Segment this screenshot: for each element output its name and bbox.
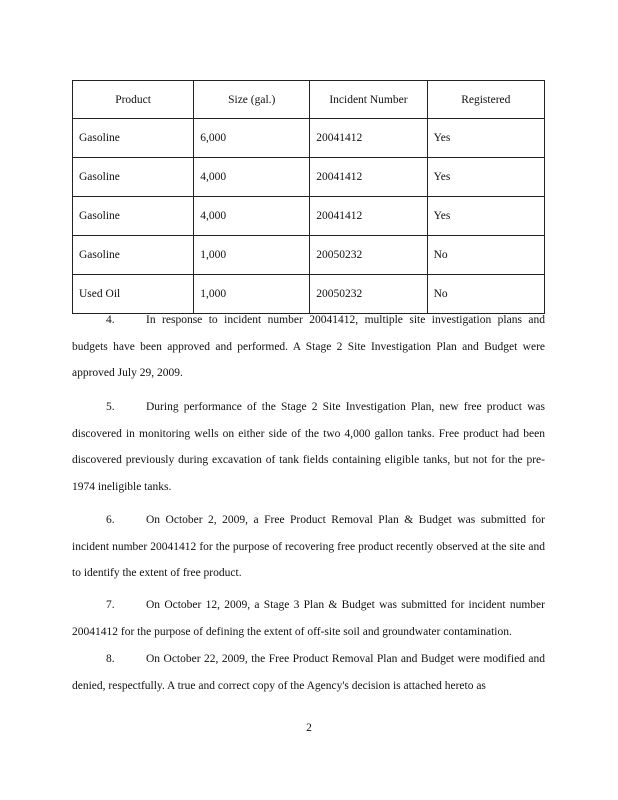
cell-registered: Yes [427, 158, 544, 197]
cell-registered: Yes [427, 119, 544, 158]
paragraph-number: 7. [106, 599, 115, 611]
header-product: Product [73, 81, 194, 119]
header-size: Size (gal.) [194, 81, 310, 119]
paragraph-5 [72, 394, 545, 500]
cell-size: 1,000 [194, 275, 310, 314]
cell-incident-number: 20041412 [310, 158, 427, 197]
cell-registered: Yes [427, 197, 544, 236]
table-header-row [73, 81, 545, 119]
paragraph-text: On October 12, 2009, a Stage 3 Plan & Budget was submitted for incident number 20041412 for the purpose of defining the extent of off-site soil and groundwater contamination. [72, 599, 545, 638]
cell-incident-number: 20050232 [310, 275, 427, 314]
cell-product: Gasoline [73, 236, 194, 275]
paragraph-8 [72, 646, 545, 699]
paragraph-text: During performance of the Stage 2 Site Investigation Plan, new free product was discovered in monitoring wells on either side of the two 4,000 gallon tanks. Free product had been discovered previously during excavation of tank fields containing eligible tanks, but not for the pre-1974 ineligible tanks. [72, 401, 545, 493]
paragraph-7 [72, 592, 545, 645]
cell-product: Used Oil [73, 275, 194, 314]
paragraph-text: On October 2, 2009, a Free Product Removal Plan & Budget was submitted for incident number 20041412 for the purpose of recovering free product recently observed at the site and to identify the extent of free product. [72, 514, 545, 579]
paragraph-text: On October 22, 2009, the Free Product Removal Plan and Budget were modified and denied, respectfully. A true and correct copy of the Agency's decision is attached hereto as [72, 653, 545, 692]
header-incident-number: Incident Number [310, 81, 427, 119]
table-row [73, 197, 545, 236]
paragraph-text: In response to incident number 20041412, multiple site investigation plans and budgets have been approved and performed. A Stage 2 Site Investigation Plan and Budget were approved July 29, 2009. [72, 314, 545, 379]
table-row [73, 236, 545, 275]
cell-size: 1,000 [194, 236, 310, 275]
cell-incident-number: 20041412 [310, 197, 427, 236]
paragraph-number: 8. [106, 653, 115, 665]
cell-product: Gasoline [73, 119, 194, 158]
page-number: 2 [306, 722, 312, 734]
paragraph-4 [72, 307, 545, 387]
paragraph-6 [72, 507, 545, 587]
paragraph-number: 5. [106, 401, 115, 413]
cell-size: 6,000 [194, 119, 310, 158]
table-row [73, 158, 545, 197]
table-row [73, 119, 545, 158]
tank-table [72, 80, 545, 314]
cell-size: 4,000 [194, 158, 310, 197]
cell-registered: No [427, 275, 544, 314]
cell-incident-number: 20041412 [310, 119, 427, 158]
cell-registered: No [427, 236, 544, 275]
cell-size: 4,000 [194, 197, 310, 236]
header-registered: Registered [427, 81, 544, 119]
cell-product: Gasoline [73, 197, 194, 236]
cell-product: Gasoline [73, 158, 194, 197]
paragraph-number: 4. [106, 314, 115, 326]
paragraph-number: 6. [106, 514, 115, 526]
cell-incident-number: 20050232 [310, 236, 427, 275]
